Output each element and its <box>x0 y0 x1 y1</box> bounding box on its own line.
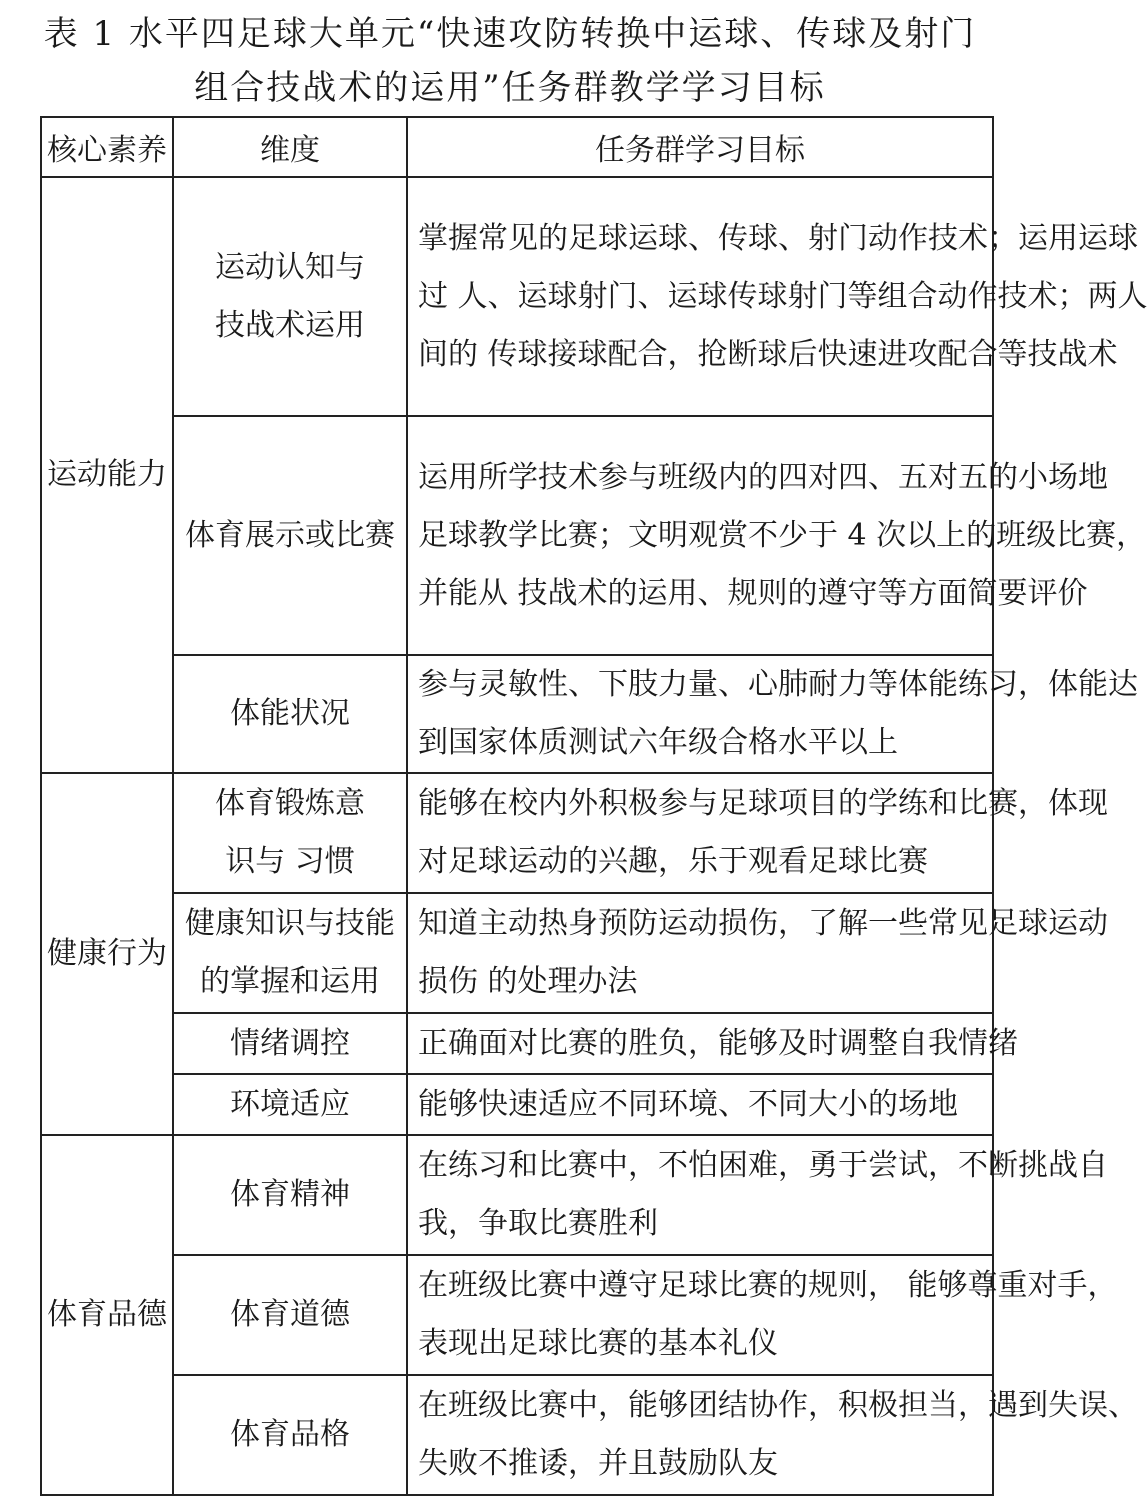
goal-line: 间的 传球接球配合，抢断球后快速进攻配合等技战术 <box>418 336 1118 372</box>
dimension-line: 体育道德 <box>230 1297 350 1332</box>
dimension-line: 健康知识与技能 <box>185 906 395 941</box>
dimension-line: 环境适应 <box>230 1086 350 1122</box>
table-row <box>41 655 993 773</box>
table-row <box>41 773 993 893</box>
dimension-line: 体能状况 <box>230 696 350 731</box>
goal-cell <box>407 893 1108 1013</box>
core-literacy-cell: 健康行为 <box>41 773 173 1135</box>
goal-line: 知道主动热身预防运动损伤，了解一些常见足球运动 <box>418 906 1108 941</box>
goal-cell <box>407 655 1138 773</box>
goal-line: 在练习和比赛中，不怕困难，勇于尝试，不断挑战自 <box>418 1148 1108 1183</box>
table-row <box>41 893 993 1013</box>
dimension-cell <box>173 655 407 773</box>
goal-cell <box>407 416 1147 655</box>
goal-line: 失败不推诿，并且鼓励队友 <box>418 1446 778 1481</box>
dimension-line: 情绪调控 <box>230 1025 350 1061</box>
table-row <box>41 416 993 655</box>
dimension-cell <box>173 1013 407 1074</box>
dimension-cell <box>173 416 407 655</box>
goal-line: 参与灵敏性、下肢力量、心肺耐力等体能练习，体能达 <box>418 667 1138 702</box>
dimension-line: 体育品格 <box>230 1417 350 1452</box>
goal-line: 到国家体质测试六年级合格水平以上 <box>418 725 898 760</box>
dimension-cell <box>173 1074 407 1135</box>
table-caption-line-2: 组合技战术的运用”任务群教学学习目标 <box>194 68 826 108</box>
goal-line: 在班级比赛中，能够团结协作，积极担当，遇到失误、 <box>418 1388 1138 1423</box>
header-dimension: 维度 <box>173 117 407 177</box>
dimension-line: 体育锻炼意 <box>215 786 365 821</box>
table-caption-line-1: 表 1 水平四足球大单元“快速攻防转换中运球、传球及射门 <box>43 14 977 54</box>
goal-line: 在班级比赛中遵守足球比赛的规则， 能够尊重对手， <box>418 1268 1118 1303</box>
goal-cell <box>407 773 1108 893</box>
dimension-cell <box>173 1375 407 1495</box>
table-row <box>41 1013 993 1074</box>
goal-line: 运用所学技术参与班级内的四对四、五对五的小场地 <box>418 459 1108 495</box>
goal-line: 并能从 技战术的运用、规则的遵守等方面简要评价 <box>418 575 1088 611</box>
goal-cell <box>407 1074 993 1135</box>
goal-cell <box>407 1013 1018 1074</box>
goal-cell <box>407 1255 1118 1375</box>
table-row <box>41 1375 993 1495</box>
goal-line: 能够快速适应不同环境、不同大小的场地 <box>418 1086 958 1122</box>
goal-cell <box>407 1135 1108 1255</box>
dimension-cell <box>173 177 407 416</box>
goal-line: 正确面对比赛的胜负，能够及时调整自我情绪 <box>418 1025 1018 1061</box>
header-core-literacy: 核心素养 <box>41 117 173 177</box>
dimension-cell <box>173 1135 407 1255</box>
dimension-line: 运动认知与 <box>215 249 365 285</box>
goal-cell <box>407 1375 1138 1495</box>
goal-line: 损伤 的处理办法 <box>418 964 638 999</box>
dimension-cell <box>173 773 407 893</box>
dimension-line: 技战术运用 <box>215 307 365 343</box>
learning-goals-table <box>40 116 1148 1496</box>
goal-line: 掌握常见的足球运球、传球、射门动作技术；运用运球 <box>418 220 1138 256</box>
goal-cell <box>407 177 1148 416</box>
dimension-line: 识与 习惯 <box>225 844 355 879</box>
goal-line: 能够在校内外积极参与足球项目的学练和比赛，体现 <box>418 786 1108 821</box>
goal-line: 过 人、运球射门、运球传球射门等组合动作技术；两人 <box>418 278 1148 314</box>
dimension-cell <box>173 893 407 1013</box>
dimension-line: 体育精神 <box>230 1177 350 1212</box>
dimension-line: 体育展示或比赛 <box>185 517 395 553</box>
core-literacy-cell: 运动能力 <box>41 177 173 773</box>
table-row <box>41 1074 993 1135</box>
dimension-cell <box>173 1255 407 1375</box>
table-row <box>41 177 993 416</box>
table-row <box>41 1135 993 1255</box>
dimension-line: 的掌握和运用 <box>200 964 380 999</box>
goal-line: 足球教学比赛；文明观赏不少于 4 次以上的班级比赛， <box>418 517 1147 553</box>
core-literacy-cell: 体育品德 <box>41 1135 173 1495</box>
goal-line: 表现出足球比赛的基本礼仪 <box>418 1326 778 1361</box>
goal-line: 对足球运动的兴趣，乐于观看足球比赛 <box>418 844 928 879</box>
header-learning-goal: 任务群学习目标 <box>407 117 993 177</box>
table-header-row <box>41 117 993 177</box>
goal-line: 我，争取比赛胜利 <box>418 1206 658 1241</box>
table-row <box>41 1255 993 1375</box>
